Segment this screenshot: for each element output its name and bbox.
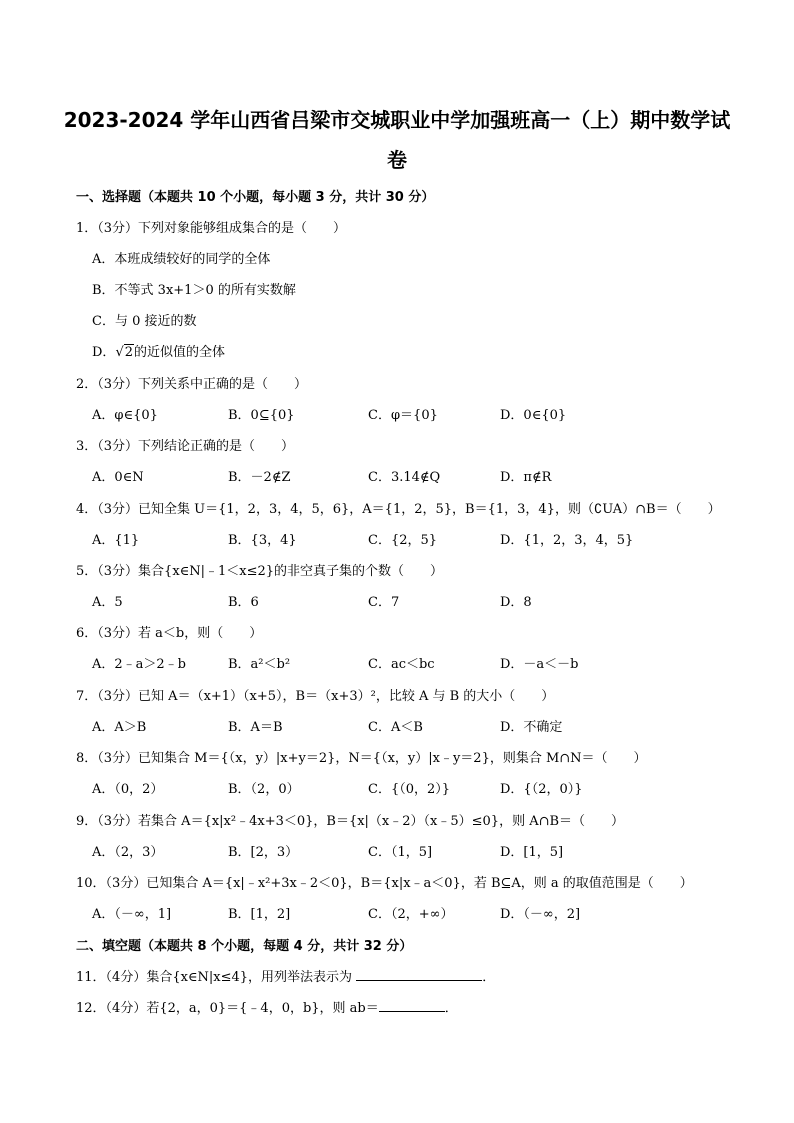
question-4-option-a: A．{1}: [92, 533, 140, 548]
question-7-option-a: A．A＞B: [92, 720, 147, 735]
question-6-option-c: C．ac＜bc: [368, 657, 435, 672]
question-8-stem: 8．（3分）已知集合 M＝{（x，y）|x+y＝2}，N＝{（x，y）|x﹣y＝2}，则集合 M∩N＝（ ）: [76, 751, 647, 766]
question-6-option-a: A．2﹣a＞2﹣b: [92, 657, 187, 672]
question-2-stem: 2．（3分）下列关系中正确的是（ ）: [76, 377, 308, 392]
question-7-option-d: D．不确定: [500, 720, 563, 735]
question-12-end: ．: [444, 1001, 458, 1016]
question-7-option-c: C．A＜B: [368, 720, 423, 735]
answer-blank-12[interactable]: [379, 999, 445, 1012]
question-3-option-d: D．π∉R: [500, 470, 552, 485]
option-d-text: 的近似值的全体: [134, 345, 226, 360]
question-9-option-c: C．（1，5]: [368, 845, 433, 860]
question-10-stem: 10．（3分）已知集合 A＝{x|﹣x²+3x﹣2＜0}，B＝{x|x﹣a＜0}，若 B⊆A，则 a 的取值范围是（ ）: [76, 876, 693, 891]
question-3-stem: 3．（3分）下列结论正确的是（ ）: [76, 439, 295, 454]
question-8-option-c: C．{（0，2）}: [368, 782, 451, 797]
question-4-option-b: B．{3，4}: [228, 533, 297, 548]
question-9-option-d: D．[1，5]: [500, 845, 564, 860]
question-1-option-c: C．与 0 接近的数: [92, 314, 197, 329]
question-1-option-a: A．本班成绩较好的同学的全体: [92, 252, 271, 267]
question-4-option-d: D．{1，2，3，4，5}: [500, 533, 634, 548]
question-1-stem: 1．（3分）下列对象能够组成集合的是（ ）: [76, 221, 347, 236]
question-5-option-b: B．6: [228, 595, 259, 610]
sqrt-symbol: √: [115, 345, 124, 360]
question-3-option-a: A．0∈N: [92, 470, 144, 485]
question-3-option-c: C．3.14∉Q: [368, 470, 441, 485]
sqrt-radicand: 2: [124, 345, 134, 360]
option-d-label: D．: [92, 345, 116, 360]
question-8-option-b: B．（2，0）: [228, 782, 300, 797]
exam-title-line-2: 卷: [387, 148, 407, 172]
section-heading-choice: 一、选择题（本题共 10 个小题，每小题 3 分，共计 30 分）: [76, 190, 435, 205]
question-9-option-a: A．（2，3）: [92, 845, 164, 860]
question-1-option-d: [92, 341, 225, 360]
question-10-option-b: B．[1，2]: [228, 907, 291, 922]
question-11: [76, 966, 495, 985]
question-5-stem: 5．（3分）集合{x∈N|﹣1＜x≤2}的非空真子集的个数（ ）: [76, 564, 444, 579]
question-7-stem: 7．（3分）已知 A＝（x+1）（x+5），B＝（x+3）²，比较 A 与 B 的大小（ ）: [76, 689, 555, 704]
sqrt-expression: [115, 345, 134, 360]
question-11-end: ．: [482, 970, 496, 985]
question-8-option-d: D．{（2，0）}: [500, 782, 583, 797]
question-1-option-b: B．不等式 3x+1＞0 的所有实数解: [92, 283, 296, 298]
question-6-option-d: D．－a＜－b: [500, 657, 579, 672]
question-5-option-d: D．8: [500, 595, 532, 610]
question-7-option-b: B．A＝B: [228, 720, 283, 735]
question-10-option-a: A．（－∞，1]: [92, 907, 172, 922]
question-10-option-d: D．（－∞，2]: [500, 907, 581, 922]
question-6-option-b: B．a²＜b²: [228, 657, 291, 672]
section-heading-fill-blank: 二、填空题（本题共 8 个小题，每题 4 分，共计 32 分）: [76, 939, 413, 954]
question-12: [76, 997, 458, 1016]
question-9-option-b: B．[2，3）: [228, 845, 299, 860]
answer-blank-11[interactable]: [356, 968, 482, 981]
question-4-option-c: C．{2，5}: [368, 533, 438, 548]
question-12-stem: 12．（4分）若{2，a，0}＝{﹣4，0，b}，则 ab＝: [76, 1001, 379, 1016]
exam-title-line-1: 2023-2024 学年山西省吕梁市交城职业中学加强班高一（上）期中数学试: [63, 108, 731, 132]
question-11-stem: 11．（4分）集合{x∈N|x≤4}，用列举法表示为: [76, 970, 353, 985]
question-3-option-b: B．－2∉Z: [228, 470, 291, 485]
question-6-stem: 6．（3分）若 a＜b，则（ ）: [76, 626, 263, 641]
question-5-option-c: C．7: [368, 595, 400, 610]
question-10-option-c: C．（2，+∞）: [368, 907, 454, 922]
question-2-option-c: C．φ＝{0}: [368, 408, 438, 423]
question-4-stem: 4．（3分）已知全集 U＝{1，2，3，4，5，6}，A＝{1，2，5}，B＝{1，3，4}，则（∁UA）∩B＝（ ）: [76, 502, 721, 517]
question-2-option-a: A．φ∈{0}: [92, 408, 158, 423]
question-2-option-d: D．0∈{0}: [500, 408, 567, 423]
question-9-stem: 9．（3分）若集合 A＝{x|x²﹣4x+3＜0}，B＝{x|（x﹣2）（x﹣5）≤0}，则 A∩B＝（ ）: [76, 814, 625, 829]
question-8-option-a: A．（0，2）: [92, 782, 164, 797]
question-5-option-a: A．5: [92, 595, 123, 610]
question-2-option-b: B．0⊆{0}: [228, 408, 295, 423]
